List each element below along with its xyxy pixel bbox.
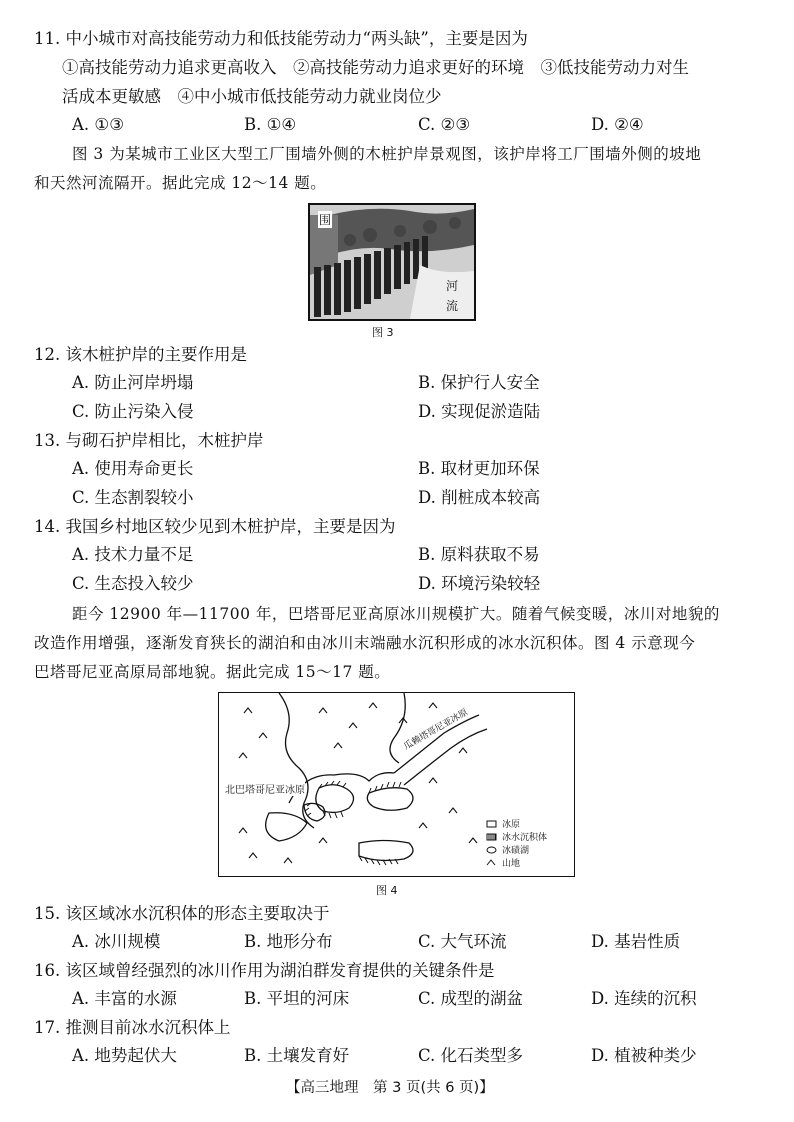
q14-option-d: D. 环境污染较轻 (418, 574, 541, 593)
q13-option-d: D. 削桩成本较高 (418, 488, 541, 507)
passage2-line3: 巴塔哥尼亚高原局部地貌。据此完成 15～17 题。 (34, 663, 391, 681)
figure4-map (218, 692, 575, 877)
page-footer: 【高三地理 第 3 页(共 6 页)】 (286, 1080, 494, 1096)
q14-stem: 14. 我国乡村地区较少见到木桩护岸，主要是因为 (34, 517, 396, 536)
figure4-label-icefield: 北巴塔哥尼亚冰原 (225, 781, 305, 796)
q13-option-a: A. 使用寿命更长 (72, 459, 194, 478)
q12-option-b: B. 保护行人安全 (418, 373, 540, 392)
q13-stem: 13. 与砌石护岸相比，木桩护岸 (34, 431, 264, 450)
q17-stem: 17. 推测目前冰水沉积体上 (34, 1018, 231, 1037)
figure4-legend-icefield: 冰原 (502, 820, 521, 830)
passage2-line2: 改造作用增强，逐渐发育狭长的湖泊和由冰川末端融水沉积形成的冰水沉积体。图 4 示意现今 (34, 634, 696, 652)
q16-option-d: D. 连续的沉积 (591, 989, 697, 1008)
q16-option-a: A. 丰富的水源 (72, 989, 177, 1008)
figure4-label-diagonal: 瓜赖塔哥尼亚冰原 (402, 707, 470, 753)
q13-option-b: B. 取材更加环保 (418, 459, 540, 478)
q16-option-c: C. 成型的湖盆 (418, 989, 524, 1008)
q14-option-b: B. 原料获取不易 (418, 545, 540, 564)
q14-option-c: C. 生态投入较少 (72, 574, 194, 593)
q13-option-c: C. 生态割裂较小 (72, 488, 194, 507)
figure3-label-river1: 河 (446, 279, 459, 293)
passage1-line2: 和天然河流隔开。据此完成 12～14 题。 (34, 174, 327, 192)
q11-option-d: D. ②④ (591, 115, 644, 134)
q11-option-a: A. ①③ (72, 115, 124, 134)
figure4-legend-lake: 冰碛湖 (502, 846, 530, 856)
passage1-line1: 图 3 为某城市工业区大型工厂围墙外侧的木桩护岸景观图，该护岸将工厂围墙外侧的坡地 (72, 145, 702, 163)
passage2-line1: 距今 12900 年—11700 年，巴塔哥尼亚高原冰川规模扩大。随着气候变暖，冰川对地貌的 (72, 605, 720, 623)
q16-option-b: B. 平坦的河床 (244, 989, 350, 1008)
q15-stem: 15. 该区域冰水沉积体的形态主要取决于 (34, 904, 330, 923)
q11-stem: 11. 中小城市对高技能劳动力和低技能劳动力“两头缺”，主要是因为 (34, 29, 528, 48)
q12-option-d: D. 实现促淤造陆 (418, 402, 541, 421)
figure3-label-river2: 流 (446, 299, 459, 313)
figure4-legend-deposit: 冰水沉积体 (502, 833, 548, 843)
q12-stem: 12. 该木桩护岸的主要作用是 (34, 345, 247, 364)
q14-option-a: A. 技术力量不足 (72, 545, 194, 564)
figure4-caption: 图 4 (376, 884, 398, 897)
q16-stem: 16. 该区域曾经强烈的冰川作用为湖泊群发育提供的关键条件是 (34, 961, 495, 980)
figure3-label-wall: 围 (319, 213, 332, 227)
q11-items-line2: 活成本更敏感 ④中小城市低技能劳动力就业岗位少 (62, 87, 442, 106)
figure3-caption: 图 3 (372, 326, 394, 339)
figure3-photo (308, 203, 476, 321)
q11-option-c: C. ②③ (418, 115, 471, 134)
figure4-legend-mountain: 山地 (502, 859, 521, 869)
q12-option-c: C. 防止污染入侵 (72, 402, 194, 421)
q17-option-b: B. 土壤发育好 (244, 1046, 350, 1065)
q11-items-line1: ①高技能劳动力追求更高收入 ②高技能劳动力追求更好的环境 ③低技能劳动力对生 (62, 58, 689, 77)
q17-option-d: D. 植被种类少 (591, 1046, 697, 1065)
q15-option-b: B. 地形分布 (244, 932, 333, 951)
q15-option-c: C. 大气环流 (418, 932, 507, 951)
q15-option-d: D. 基岩性质 (591, 932, 681, 951)
q15-option-a: A. 冰川规模 (72, 932, 161, 951)
q11-option-b: B. ①④ (244, 115, 297, 134)
q17-option-c: C. 化石类型多 (418, 1046, 524, 1065)
q12-option-a: A. 防止河岸坍塌 (72, 373, 194, 392)
q17-option-a: A. 地势起伏大 (72, 1046, 177, 1065)
